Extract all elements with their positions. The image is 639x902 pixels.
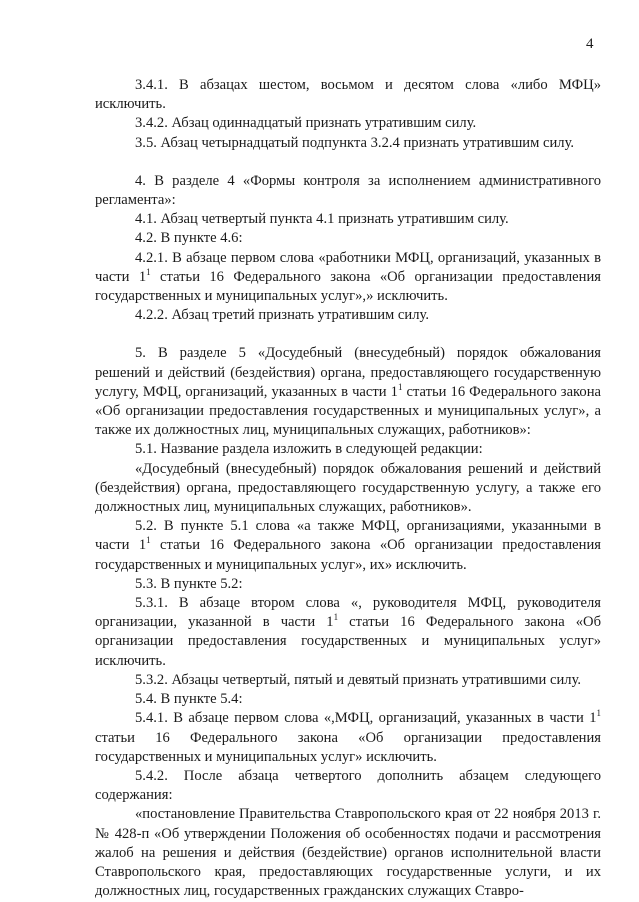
paragraph-5-1-quote: «Досудебный (внесудебный) порядок обжалования решений и действий (бездействия) органа, предоставляющего государственную услугу, а также его должностных лиц, муниципальных служащих, работников». xyxy=(95,460,601,516)
superscript: 1 xyxy=(146,266,151,277)
paragraph-text: 5.3.1. В абзаце втором слова «, руководителя МФЦ, руководителя организации, указанной в части 1 xyxy=(95,595,601,631)
paragraph-text: статьи 16 Федерального закона «Об организации предоставления государственных и муниципальных услуг» исключить. xyxy=(95,729,601,765)
paragraph-5-4-1 xyxy=(95,709,601,767)
superscript: 1 xyxy=(146,535,151,546)
paragraph-text: 5. В разделе 5 «Досудебный (внесудебный) порядок обжалования решений и действий (бездействия) органа, предоставляющего государственную услугу, МФЦ, организаций, указанных в части 1 xyxy=(95,345,601,400)
document-body xyxy=(95,76,601,901)
paragraph-5-3-1 xyxy=(95,594,601,671)
paragraph-4-1: 4.1. Абзац четвертый пункта 4.1 признать утратившим силу. xyxy=(135,211,509,228)
paragraph-5-1: 5.1. Название раздела изложить в следующей редакции: xyxy=(135,441,483,458)
paragraph-3-4-2: 3.4.2. Абзац одиннадцатый признать утратившим силу. xyxy=(135,115,477,132)
paragraph-text: статьи 16 Федерального закона «Об организации предоставления государственных и муниципальных услуг»,» исключить. xyxy=(95,268,601,305)
paragraph-5-2 xyxy=(95,517,601,575)
paragraph-text: 4.2.1. В абзаце первом слова «работники МФЦ, организаций, указанных в части 1 xyxy=(95,249,601,285)
paragraph-text: статьи 16 Федерального закона «Об организации предоставления государственных и муниципальных услуг» исключить. xyxy=(95,614,601,669)
paragraph-3-4-1: 3.4.1. В абзацах шестом, восьмом и десятом слова «либо МФЦ» исключить. xyxy=(95,77,601,113)
paragraph-3-5: 3.5. Абзац четырнадцатый подпункта 3.2.4 признать утратившим силу. xyxy=(135,134,575,151)
paragraph-text: статьи 16 Федерального закона «Об организации предоставления государственных и муниципальных услуг», их» исключить. xyxy=(95,537,601,573)
paragraph-4-2-1 xyxy=(95,249,601,307)
paragraph-4-2-2: 4.2.2. Абзац третий признать утратившим силу. xyxy=(135,307,429,324)
paragraph-text: статьи 16 Федерального закона «Об организации предоставления государственных и муниципальных услуг», а также их должностных лиц, муниципальных служащих, работников»: xyxy=(95,383,601,439)
superscript: 1 xyxy=(333,612,339,623)
paragraph-4-2: 4.2. В пункте 4.6: xyxy=(135,230,243,247)
paragraph-5-4-2-quote: «постановление Правительства Ставропольского края от 22 ноября 2013 г. № 428-п «Об утверждении Положения об особенностях подачи и рассмотрения жалоб на решения и действия (бездействие) органов исполнительной власти Ставропольского края, предоставляющих государственные услуги, и их должностных лиц, государственных гражданских служащих Ставро- xyxy=(95,806,601,900)
paragraph-text: 5.2. В пункте 5.1 слова «а также МФЦ, организациями, указанными в части 1 xyxy=(95,518,601,554)
paragraph-5-4: 5.4. В пункте 5.4: xyxy=(135,691,243,708)
page-number: 4 xyxy=(586,36,594,52)
paragraph-5 xyxy=(95,344,601,440)
paragraph-5-3: 5.3. В пункте 5.2: xyxy=(135,575,243,592)
paragraph-5-3-2: 5.3.2. Абзацы четвертый, пятый и девятый признать утратившими силу. xyxy=(135,671,582,688)
paragraph-5-4-2: 5.4.2. После абзаца четвертого дополнить абзацем следующего содержания: xyxy=(95,767,601,804)
paragraph-text: 5.4.1. В абзаце первом слова «,МФЦ, организаций, указанных в части 1 xyxy=(135,710,597,727)
paragraph-4: 4. В разделе 4 «Формы контроля за исполнением административного регламента»: xyxy=(95,172,601,209)
superscript: 1 xyxy=(397,381,403,392)
superscript: 1 xyxy=(596,708,601,719)
